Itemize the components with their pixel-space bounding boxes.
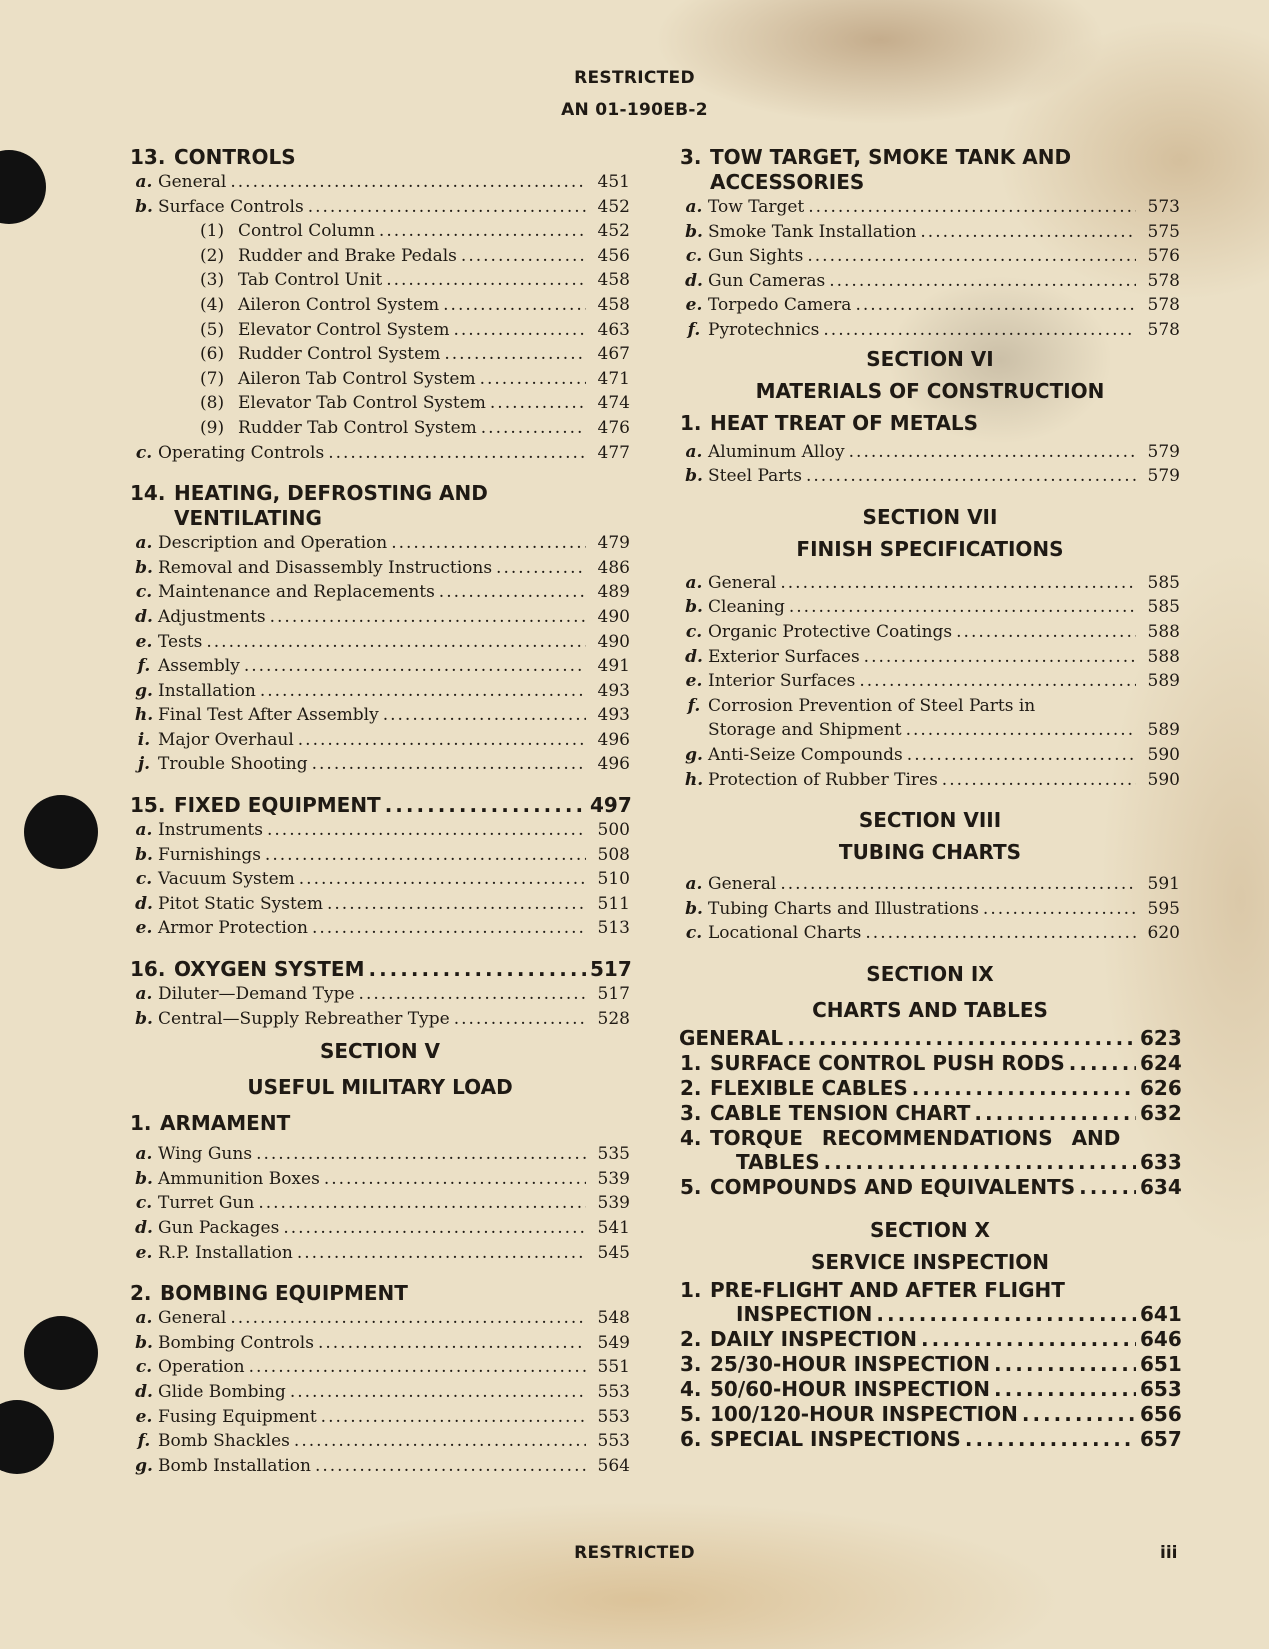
toc-entry[interactable]: e. Interior Surfaces ..... 589 (680, 669, 1180, 694)
section-v-label: SECTION V (319, 1039, 440, 1064)
toc-entry[interactable]: c. Maintenance and Replacements ..... 489 (130, 580, 630, 605)
toc-entry[interactable]: g. Installation ..... 493 (130, 679, 630, 704)
toc-entry[interactable]: b. Tubing Charts and Illustrations ..... 595 (680, 897, 1180, 922)
toc-subentry[interactable]: (4) Aileron Control System ..... 458 (130, 293, 630, 318)
toc-entry[interactable]: c. Operating Controls ..... 477 (130, 441, 630, 466)
binder-hole-top (0, 150, 46, 224)
heading-tow-target[interactable]: 3. TOW TARGET, SMOKE TANK AND ACCESSORIES (680, 145, 1072, 194)
toc-entry[interactable]: d. Gun Packages ..... 541 (130, 1216, 630, 1241)
toc-entry[interactable]: h. Final Test After Assembly ..... 493 (130, 703, 630, 728)
toc-subentry[interactable]: (6) Rudder Control System ..... 467 (130, 342, 630, 367)
toc-inspection-entry[interactable]: 2. DAILY INSPECTION ..... 646 (680, 1327, 1180, 1352)
toc-entry[interactable]: b. Central—Supply Rebreather Type ..... 528 (130, 1007, 630, 1032)
heading-bombing-equipment[interactable]: 2. BOMBING EQUIPMENT (130, 1281, 408, 1306)
toc-inspection-entry[interactable]: 6. SPECIAL INSPECTIONS ..... 657 (680, 1427, 1180, 1452)
section-vii-title: FINISH SPECIFICATIONS (796, 536, 1064, 561)
toc-entry[interactable]: b. Surface Controls ..... 452 (130, 195, 630, 220)
toc-entry[interactable]: f. Bomb Shackles ..... 553 (130, 1429, 630, 1454)
toc-entry[interactable]: e. Tests ..... 490 (130, 630, 630, 655)
toc-entry[interactable]: a. Diluter—Demand Type ..... 517 (130, 982, 630, 1007)
heading-oxygen-system[interactable]: 16. OXYGEN SYSTEM ..... 517 (130, 957, 630, 982)
toc-entry[interactable]: a. Wing Guns ..... 535 (130, 1142, 630, 1167)
toc-entry[interactable]: d. Pitot Static System ..... 511 (130, 892, 630, 917)
toc-entry[interactable]: e. Torpedo Camera ..... 578 (680, 293, 1180, 318)
toc-chart-entry[interactable]: 5. COMPOUNDS AND EQUIVALENTS ..... 634 (680, 1175, 1180, 1200)
heading-fixed-equipment[interactable]: 15. FIXED EQUIPMENT ..... 497 (130, 793, 630, 818)
toc-entry-corrosion[interactable]: f. Corrosion Prevention of Steel Parts in (687, 695, 1036, 716)
heading-heating[interactable]: 14. HEATING, DEFROSTING AND VENTILATING (130, 481, 488, 531)
toc-entry[interactable]: d. Gun Cameras ..... 578 (680, 269, 1180, 294)
toc-subentry[interactable]: (8) Elevator Tab Control System ..... 474 (130, 391, 630, 416)
toc-entry[interactable]: b. Smoke Tank Installation ..... 575 (680, 220, 1180, 245)
toc-inspection-entry-preflight[interactable]: 1. PRE-FLIGHT AND AFTER FLIGHT (680, 1277, 1065, 1302)
section-ix-title: CHARTS AND TABLES (812, 997, 1048, 1022)
section-viii-title: TUBING CHARTS (838, 840, 1022, 865)
toc-entry[interactable]: b. Furnishings ..... 508 (130, 843, 630, 868)
toc-entry[interactable]: a. Tow Target ..... 573 (680, 195, 1180, 220)
footer-restricted: RESTRICTED (574, 1543, 695, 1563)
binder-hole-bottom-1 (24, 1316, 98, 1390)
section-x-title: SERVICE INSPECTION (810, 1249, 1050, 1274)
toc-chart-entry[interactable]: 1. SURFACE CONTROL PUSH RODS ..... 624 (680, 1051, 1180, 1076)
toc-entry[interactable]: e. R.P. Installation ..... 545 (130, 1241, 630, 1266)
toc-chart-entry-torque[interactable]: 4. TORQUE RECOMMENDATIONS AND (680, 1125, 1121, 1150)
toc-entry[interactable]: d. Adjustments ..... 490 (130, 605, 630, 630)
toc-chart-entry[interactable]: 3. CABLE TENSION CHART ..... 632 (680, 1101, 1180, 1126)
footer-page-number: iii (1160, 1543, 1178, 1563)
toc-entry[interactable]: g. Bomb Installation ..... 564 (130, 1454, 630, 1479)
toc-entry[interactable]: b. Removal and Disassembly Instructions ..... 486 (130, 556, 630, 581)
toc-entry[interactable]: c. Turret Gun ..... 539 (130, 1191, 630, 1216)
toc-entry[interactable]: a. General ..... 451 (130, 170, 630, 195)
toc-entry[interactable]: c. Vacuum System ..... 510 (130, 867, 630, 892)
toc-subentry[interactable]: (5) Elevator Control System ..... 463 (130, 318, 630, 343)
toc-entry-continuation[interactable]: Storage and Shipment ..... 589 (680, 718, 1180, 743)
toc-left-column (130, 145, 630, 1478)
section-viii-label: SECTION VIII (858, 808, 1002, 833)
section-ix-label: SECTION IX (866, 961, 994, 986)
toc-entry[interactable]: e. Fusing Equipment ..... 553 (130, 1405, 630, 1430)
toc-entry[interactable]: d. Exterior Surfaces ..... 588 (680, 645, 1180, 670)
toc-right-column (680, 145, 1180, 1452)
section-x-label: SECTION X (870, 1217, 990, 1242)
toc-subentry[interactable]: (3) Tab Control Unit ..... 458 (130, 268, 630, 293)
header-restricted: RESTRICTED (574, 68, 695, 88)
section-vi-title: MATERIALS OF CONSTRUCTION (755, 378, 1105, 403)
toc-entry[interactable]: c. Operation ..... 551 (130, 1355, 630, 1380)
toc-entry-general[interactable]: GENERAL ..... 623 (679, 1026, 1180, 1051)
toc-entry[interactable]: a. Description and Operation ..... 479 (130, 531, 630, 556)
heading-heat-treat[interactable]: 1. HEAT TREAT OF METALS (680, 410, 979, 435)
toc-entry[interactable]: c. Gun Sights ..... 576 (680, 244, 1180, 269)
toc-entry[interactable]: h. Protection of Rubber Tires ..... 590 (680, 768, 1180, 793)
toc-entry[interactable]: b. Steel Parts ..... 579 (680, 464, 1180, 489)
toc-entry[interactable]: b. Bombing Controls ..... 549 (130, 1331, 630, 1356)
toc-entry[interactable]: f. Assembly ..... 491 (130, 654, 630, 679)
section-vi-label: SECTION VI (866, 346, 994, 371)
toc-entry[interactable]: e. Armor Protection ..... 513 (130, 916, 630, 941)
toc-subentry[interactable]: (1) Control Column ..... 452 (130, 219, 630, 244)
toc-subentry[interactable]: (7) Aileron Tab Control System ..... 471 (130, 367, 630, 392)
toc-entry[interactable]: i. Major Overhaul ..... 496 (130, 728, 630, 753)
toc-chart-entry[interactable]: 2. FLEXIBLE CABLES ..... 626 (680, 1076, 1180, 1101)
toc-entry[interactable]: c. Organic Protective Coatings ..... 588 (680, 620, 1180, 645)
toc-inspection-entry[interactable]: 5. 100/120-HOUR INSPECTION ..... 656 (680, 1402, 1180, 1427)
toc-entry[interactable]: a. General ..... 585 (680, 571, 1180, 596)
toc-entry[interactable]: b. Ammunition Boxes ..... 539 (130, 1167, 630, 1192)
section-vii-label: SECTION VII (862, 504, 998, 529)
toc-entry-continuation[interactable]: TABLES ..... 633 (680, 1150, 1180, 1175)
toc-entry[interactable]: a. Instruments ..... 500 (130, 818, 630, 843)
toc-entry[interactable]: a. General ..... 591 (680, 872, 1180, 897)
header-doc-number: AN 01-190EB-2 (561, 100, 708, 120)
toc-inspection-entry[interactable]: 3. 25/30-HOUR INSPECTION ..... 651 (680, 1352, 1180, 1377)
toc-entry[interactable]: g. Anti-Seize Compounds ..... 590 (680, 743, 1180, 768)
toc-entry[interactable]: b. Cleaning ..... 585 (680, 595, 1180, 620)
heading-armament[interactable]: 1. ARMAMENT (130, 1111, 291, 1136)
binder-hole-bottom-2 (0, 1400, 54, 1474)
toc-entry[interactable]: a. General ..... 548 (130, 1306, 630, 1331)
section-v-title: USEFUL MILITARY LOAD (247, 1075, 513, 1100)
toc-entry-continuation[interactable]: INSPECTION ..... 641 (680, 1302, 1180, 1327)
toc-subentry[interactable]: (9) Rudder Tab Control System ..... 476 (130, 416, 630, 441)
heading-controls[interactable]: 13. CONTROLS (130, 145, 296, 169)
toc-entry[interactable]: d. Glide Bombing ..... 553 (130, 1380, 630, 1405)
toc-subentry[interactable]: (2) Rudder and Brake Pedals ..... 456 (130, 244, 630, 269)
toc-entry[interactable]: a. Aluminum Alloy ..... 579 (680, 440, 1180, 465)
binder-hole-middle (24, 795, 98, 869)
toc-entry[interactable]: f. Pyrotechnics ..... 578 (680, 318, 1180, 343)
toc-entry[interactable]: c. Locational Charts ..... 620 (680, 921, 1180, 946)
toc-entry[interactable]: j. Trouble Shooting ..... 496 (130, 752, 630, 777)
toc-inspection-entry[interactable]: 4. 50/60-HOUR INSPECTION ..... 653 (680, 1377, 1180, 1402)
